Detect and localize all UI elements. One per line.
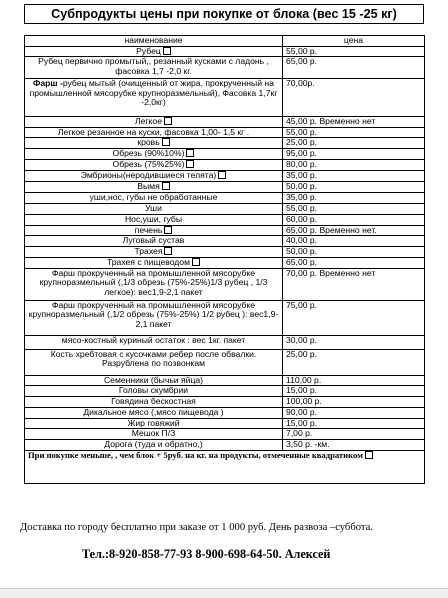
table-row <box>25 386 425 397</box>
price-cell: 80,00 р. <box>283 160 425 171</box>
product-name-cell <box>25 439 283 450</box>
column-header-name: наименование <box>25 36 283 47</box>
checkbox-square-icon <box>186 149 194 157</box>
product-name: Нос,уши, губы <box>124 214 183 224</box>
product-name: Фарш прокрученный на промышленной мясорубке крупноразмельный (,1/2 обрезь (75%-25%) 1/2 рубец ): вес1,9-2,1 пакет <box>28 300 279 329</box>
checkbox-square-icon <box>218 171 226 179</box>
table-row <box>25 396 425 407</box>
checkbox-square-icon <box>162 138 170 146</box>
table-row <box>25 375 425 386</box>
note-cell <box>25 450 425 483</box>
product-name: печень <box>134 225 163 235</box>
table-row <box>25 407 425 418</box>
table-row <box>25 246 425 257</box>
price-cell: 30,00 р. <box>283 335 425 349</box>
table-row <box>25 439 425 450</box>
product-name-cell <box>25 171 283 182</box>
table-row <box>25 57 425 79</box>
price-cell: 15,00 р. <box>283 386 425 397</box>
checkbox-square-icon <box>164 117 172 125</box>
product-name-cell <box>25 160 283 171</box>
checkbox-square-icon <box>192 258 200 266</box>
table-row <box>25 79 425 117</box>
product-name-cell <box>25 300 283 335</box>
product-name: Вымя <box>137 181 160 192</box>
note-text: При покупке меньше, , чем блок + 5руб. на кг. на продукты, отмеченные квадратиком <box>28 450 363 460</box>
product-name-cell <box>25 375 283 386</box>
product-name-cell <box>25 138 283 149</box>
table-row <box>25 203 425 214</box>
price-cell: 65,00 р. <box>283 257 425 268</box>
product-name-cell <box>25 257 283 268</box>
price-cell: 100,00 р. <box>283 396 425 407</box>
table-row <box>25 257 425 268</box>
checkbox-square-icon <box>162 182 170 190</box>
price-cell: 35,00 р. <box>283 171 425 182</box>
table-row <box>25 149 425 160</box>
product-name: Уши <box>145 203 162 213</box>
price-cell: 35,00 р. <box>283 193 425 204</box>
product-name-cell <box>25 335 283 349</box>
product-name-bold: Фарш - <box>33 78 63 89</box>
delivery-info: Доставка по городу бесплатно при заказе от 1 000 руб. День развоза –суббота. <box>20 522 373 533</box>
price-cell: 7,00 р. <box>283 429 425 440</box>
table-row <box>25 225 425 236</box>
product-name-cell <box>25 429 283 440</box>
product-name: Жир говяжий <box>127 418 180 428</box>
product-name: Луговый сустав <box>122 235 185 246</box>
note-row <box>25 450 425 483</box>
price-cell: 40,00 р. <box>283 236 425 247</box>
table-header-row <box>25 36 425 47</box>
table-row <box>25 335 425 349</box>
product-name: Рубец <box>136 46 161 56</box>
table-row <box>25 193 425 204</box>
product-name: Головы скумбрии <box>118 385 189 396</box>
product-name: Дикальное мясо (,мясо пищевода ) <box>83 407 224 417</box>
product-name: рубец мытый (очищенный от жира, прокрученный на промышленной мясорубке крупноразмельный), Фасовка 1,7кг -2,0кг) <box>29 78 278 108</box>
checkbox-square-icon <box>163 47 171 55</box>
price-cell: 15,00 р. <box>283 418 425 429</box>
product-name: Эмбрионы(неродившиеся телята) <box>80 170 217 181</box>
product-name-cell <box>25 268 283 300</box>
product-name: уши,нос, губы не обработанные <box>89 192 218 203</box>
table-row <box>25 214 425 225</box>
product-name: Дорога (туда и обратно,) <box>104 439 203 449</box>
price-cell: 75,00 р. <box>283 300 425 335</box>
product-name-cell <box>25 396 283 407</box>
table-row <box>25 268 425 300</box>
product-name-cell <box>25 182 283 193</box>
price-cell: 50,00 р. <box>283 182 425 193</box>
price-cell: 25,00 р. <box>283 138 425 149</box>
product-name-cell <box>25 193 283 204</box>
product-name: кровь <box>137 137 160 148</box>
product-name-cell <box>25 79 283 117</box>
table-row <box>25 46 425 57</box>
checkbox-square-icon <box>164 247 172 255</box>
product-name-cell <box>25 407 283 418</box>
table-row <box>25 349 425 375</box>
product-name-cell <box>25 349 283 375</box>
price-cell: 70,00р. <box>283 79 425 117</box>
price-cell: 3,50 р. -км. <box>283 439 425 450</box>
product-name-cell <box>25 203 283 214</box>
price-cell: 65,00 р. <box>283 57 425 79</box>
table-row <box>25 138 425 149</box>
checkbox-square-icon <box>164 226 172 234</box>
product-name: Мешок П/З <box>131 428 176 439</box>
product-name-cell <box>25 149 283 160</box>
price-cell: 65,00 р. Временно нет. <box>283 225 425 236</box>
product-name: Говядина бескостная <box>111 396 196 406</box>
price-cell: 55,00 р. <box>283 203 425 214</box>
checkbox-square-icon <box>365 451 373 459</box>
table-row <box>25 182 425 193</box>
product-name: Обрезь (90%10%) <box>112 148 185 159</box>
product-name: Легкое резанное на куски, фасовка 1,00- 1,5 кг . <box>57 127 250 137</box>
price-cell: 45,00 р. Временно нет <box>283 117 425 128</box>
product-name-cell <box>25 236 283 247</box>
product-name-cell <box>25 127 283 138</box>
table-row <box>25 127 425 138</box>
column-header-price: цена <box>283 36 425 47</box>
price-cell: 60,00 р. <box>283 214 425 225</box>
product-name-cell <box>25 117 283 128</box>
product-name: мясо-костный куриный остаток : вес 1кг. пакет <box>61 335 246 345</box>
product-name-cell <box>25 214 283 225</box>
table-row <box>25 171 425 182</box>
product-name-cell <box>25 246 283 257</box>
product-name: Кость хребтовая с кусочками ребер после обвалки. Разрублена по позвонкам <box>50 349 257 369</box>
table-row <box>25 418 425 429</box>
price-cell: 55,00 р. <box>283 46 425 57</box>
price-cell: 50,00 р. <box>283 246 425 257</box>
product-name: Трахея с пищеводом <box>107 257 190 267</box>
table-row <box>25 160 425 171</box>
table-row <box>25 117 425 128</box>
table-row <box>25 236 425 247</box>
product-name: Семенники (бычьи яйца) <box>103 375 204 385</box>
product-name: Трахея <box>134 246 163 256</box>
price-cell: 25,00 р. <box>283 349 425 375</box>
product-name-cell <box>25 225 283 236</box>
price-cell: 110,00 р. <box>283 375 425 386</box>
price-table <box>24 35 425 484</box>
product-name-cell <box>25 57 283 79</box>
product-name-cell <box>25 418 283 429</box>
product-name: Легкое <box>135 116 162 127</box>
checkbox-square-icon <box>186 160 194 168</box>
product-name: Фарш прокрученный на промышленной мясорубке крупноразмельный (,1/3 обрезь (75%-25%)1/3 рубец , 1/3 легкое): вес1,9-2,1 пакет <box>39 268 268 297</box>
price-cell: 95,00 р. <box>283 149 425 160</box>
price-cell: 70,00 р. Временно нет <box>283 268 425 300</box>
product-name-cell <box>25 46 283 57</box>
product-name: Обрезь (75%25%) <box>112 159 185 170</box>
page-title: Субпродукты цены при покупке от блока (вес 15 -25 кг) <box>24 4 424 24</box>
product-name: Рубец первично промытый,, резанный кусками с ладонь , фасовка 1,7 -2,0 кг. <box>38 56 269 76</box>
price-cell: 55,00 р. <box>283 127 425 138</box>
contact-phone: Тел.:8-920-858-77-93 8-900-698-64-50. Алексей <box>82 547 331 561</box>
price-cell: 90,00 р. <box>283 407 425 418</box>
table-row <box>25 429 425 440</box>
table-row <box>25 300 425 335</box>
product-name-cell <box>25 386 283 397</box>
